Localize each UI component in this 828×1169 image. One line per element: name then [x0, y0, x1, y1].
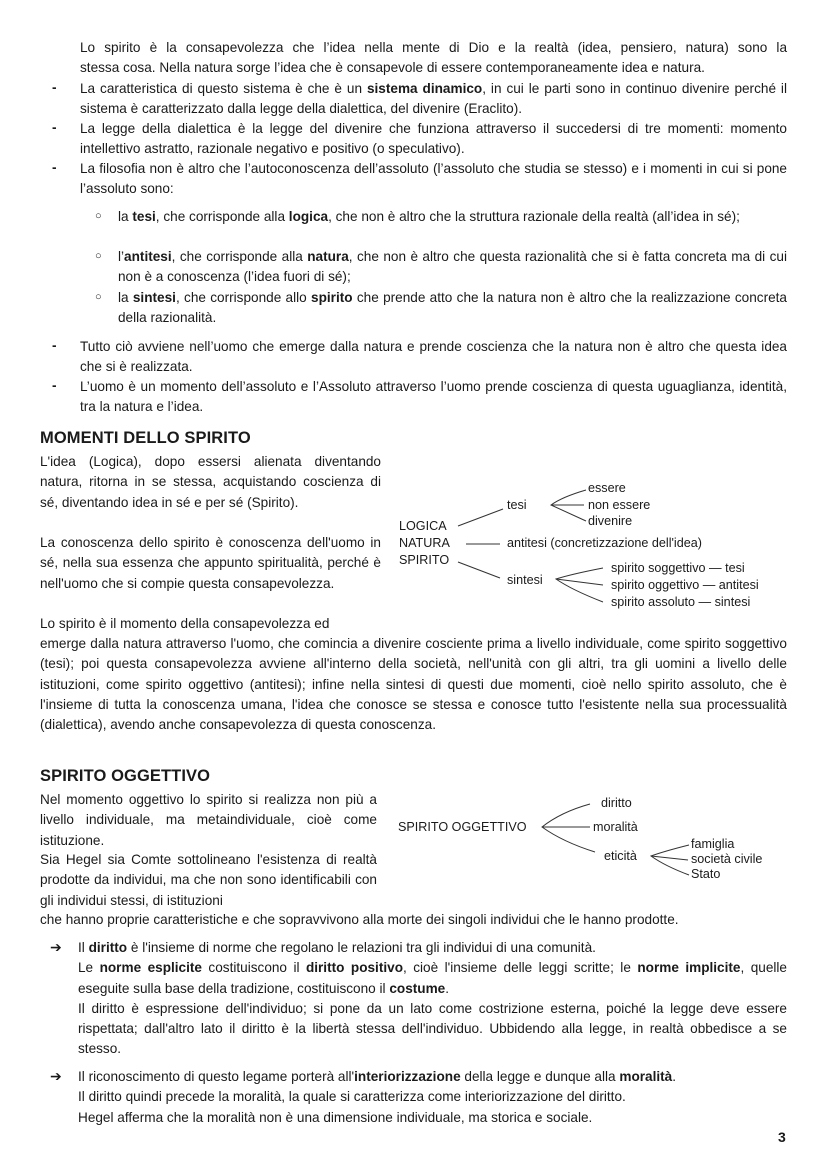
section1-para-3: emerge dalla natura attraverso l'uomo, che comincia a divenire cosciente prima a livello individuale, come spirito soggettivo (tesi); poi questa consapevolezza avviene all'interno della società, nell'unità con gli altri, tra gli uomini a livello delle istituzioni, come spirito oggettivo (antitesi); infine nella sintesi di questi due momenti, cioè nello spirito assoluto, che è l'insieme di tutta la conoscenza umana, l'idea che conosce se stessa e conosce tutto l'esistente nella sua processualità (dialettica), avendo anche consapevolezza di questa conoscenza. [40, 636, 787, 733]
arrow-item-moralita: Il riconoscimento di questo legame porterà all'interiorizzazione della legge e dunque alla moralità. Il diritto quindi precede la moralità, la quale si caratterizza come interiorizzazione del diritto. Hegel afferma che la moralità non è una dimensione individuale, ma storica e sociale. [78, 1069, 677, 1125]
sub-bullet-circle: ○ [95, 210, 102, 222]
section-heading-spirito-oggettivo: SPIRITO OGGETTIVO [40, 767, 211, 785]
diagram1-spirito-soggettivo: spirito soggettivo — tesi [611, 561, 745, 575]
diagram2-famiglia: famiglia [691, 837, 735, 851]
bullet-man-absolute: L’uomo è un momento dell’assoluto e l’Assoluto attraverso l’uomo prende coscienza di questa uguaglianza, identità, tra la natura e l’idea. [80, 379, 787, 415]
sub-bullet-circle: ○ [95, 250, 102, 262]
section2-para-2-end: che hanno proprie caratteristiche e che sopravvivono alla morte dei singoli individui che le hanno prodotte. [40, 912, 679, 927]
diagram1-spirito: SPIRITO [399, 553, 450, 567]
diagram1-antitesi: antitesi (concretizzazione dell'idea) [507, 536, 702, 550]
sub-bullet-antitesi: l’antitesi, che corrisponde alla natura, che non è altro che questa razionalità che si è fatta concreta ma di cui non è a conoscenza (l’idea fuori di sé); [118, 249, 787, 285]
bullet-dash: - [52, 120, 57, 135]
diagram1-natura: NATURA [399, 536, 450, 550]
diagram1-spirito-assoluto: spirito assoluto — sintesi [611, 595, 751, 609]
diagram2-eticita: eticità [604, 849, 637, 863]
sub-bullet-circle: ○ [95, 291, 102, 303]
diagram2-societa-civile: società civile [691, 852, 763, 866]
arrow-bullet-icon: ➔ [50, 1068, 62, 1084]
diagram1-logica: LOGICA [399, 519, 447, 533]
intro-line-2: stessa cosa. Nella natura sorge l’idea che è consapevole di essere contemporaneamente idea e natura. [80, 60, 705, 75]
diagram1-spirito-oggettivo: spirito oggettivo — antitesi [611, 578, 759, 592]
bullet-man-emerges: Tutto ciò avviene nell’uomo che emerge dalla natura e prende coscienza che la natura non è altro che questa idea che si è realizzata. [80, 339, 787, 375]
diagram1-sintesi: sintesi [507, 573, 543, 587]
intro-line-1: Lo spirito è la consapevolezza che l’idea nella mente di Dio e la realtà (idea, pensiero, natura) sono la [80, 40, 787, 55]
section2-para-1: Nel momento oggettivo lo spirito si realizza non più a livello individuale, ma metaindividuale, cioè come istituzione. [40, 792, 377, 848]
diagram2-moralita: moralità [593, 820, 638, 834]
bullet-dash: - [52, 160, 57, 175]
diagram1-tesi: tesi [507, 498, 527, 512]
section1-para-1: L'idea (Logica), dopo essersi alienata diventando natura, ritorna in se stessa, acquistando coscienza di sé, diventando idea in sé e per sé (Spirito). [40, 454, 381, 510]
bullet-dash: - [52, 80, 57, 95]
diagram1-non-essere: non essere [588, 498, 651, 512]
section1-para-2: La conoscenza dello spirito è conoscenza dell'uomo in sé, nella sua essenza che appunto spiritualità, perché è nell'uomo che si compie questa consapevolezza. [40, 535, 381, 591]
section2-para-2: Sia Hegel sia Comte sottolineano l'esistenza di realtà prodotte da individui, ma che non sono identificabili con gli individui stessi, di istituzioni [40, 852, 377, 908]
page-number: 3 [778, 1129, 786, 1145]
bullet-dialectic-law: La legge della dialettica è la legge del divenire che funziona attraverso il succedersi di tre momenti: momento intellettivo astratto, razionale negativo e positivo (o speculativo). [80, 121, 787, 157]
diagram1-essere: essere [588, 481, 626, 495]
sub-bullet-tesi: la tesi, che corrisponde alla logica, che non è altro che la struttura razionale della realtà (all’idea in sé); [118, 209, 740, 224]
diagram2-root: SPIRITO OGGETTIVO [398, 820, 527, 834]
diagram1-divenire: divenire [588, 514, 633, 528]
bullet-philosophy: La filosofia non è altro che l’autoconoscenza dell’assoluto (l’assoluto che studia se stesso) e i momenti in cui si pone l’assoluto sono: [80, 161, 787, 197]
bullet-dash: - [52, 338, 57, 353]
arrow-item-diritto: Il diritto è l'insieme di norme che regolano le relazioni tra gli individui di una comunità. Le norme esplicite costituiscono il diritto positivo, cioè l'insieme delle leggi scritte; le norme implicite, quelle eseguite sulla base della tradizione, costituiscono il costume. Il diritto è espressione dell'individuo; si pone da un lato come costrizione esterna, poiché la legge deve essere rispettata; dall'altro lato il diritto è la libertà stessa dell'individuo. Ubbidendo alla legge, in realtà obbedisce a se stesso. [78, 940, 787, 1057]
arrow-bullet-icon: ➔ [50, 939, 62, 955]
section1-para-3-start: Lo spirito è il momento della consapevolezza ed [40, 616, 330, 631]
sub-bullet-sintesi: la sintesi, che corrisponde allo spirito che prende atto che la natura non è altro che la realizzazione concreta della razionalità. [118, 290, 787, 326]
bullet-dynamic-system: La caratteristica di questo sistema è che è un sistema dinamico, in cui le parti sono in continuo divenire perché il sistema è caratterizzato dalla legge della dialettica, del divenire (Eraclito). [80, 81, 787, 117]
section-heading-momenti: MOMENTI DELLO SPIRITO [40, 429, 251, 447]
diagram2-diritto: diritto [601, 796, 632, 810]
bullet-dash: - [52, 378, 57, 393]
diagram2-stato: Stato [691, 867, 721, 881]
